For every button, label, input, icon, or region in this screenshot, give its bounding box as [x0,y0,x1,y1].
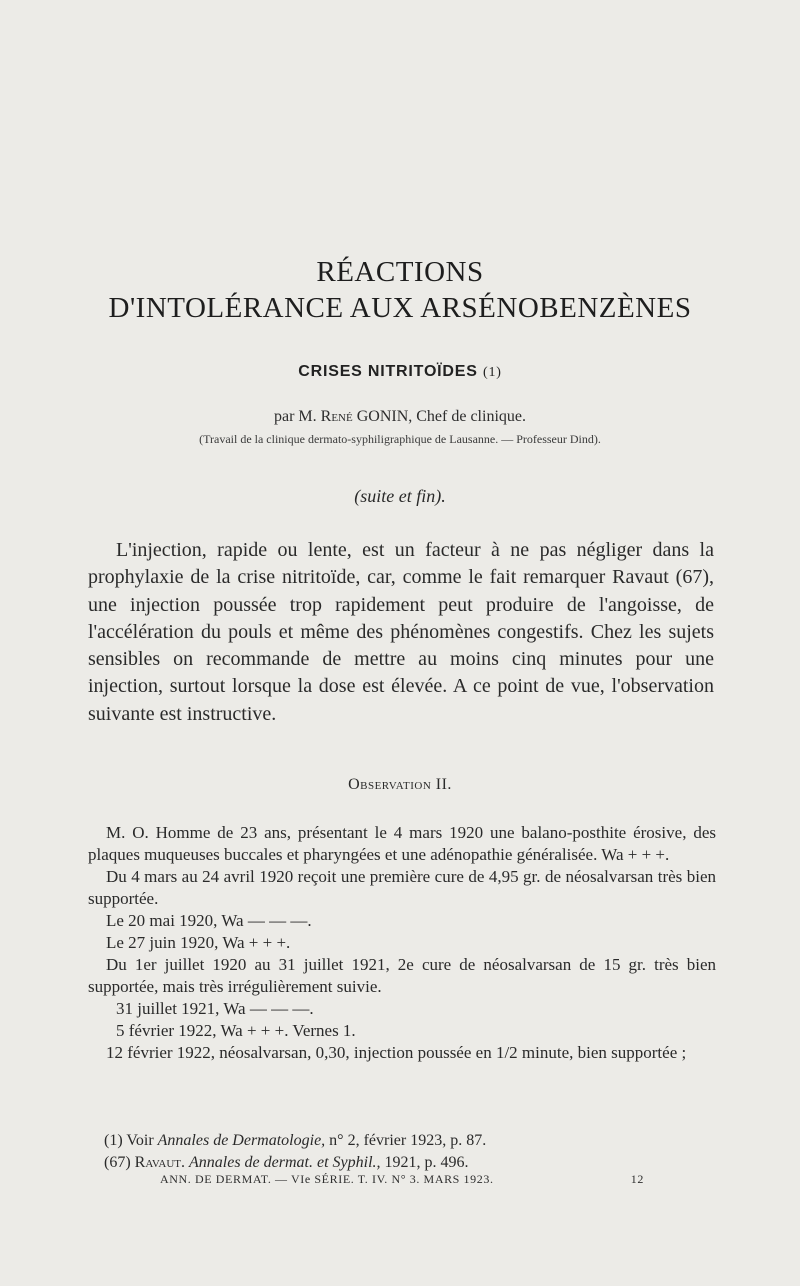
author-prefix: par M. [273,408,317,425]
observation-line: Du 4 mars au 24 avril 1920 reçoit une première cure de 4,95 gr. de néosalvarsan très bien supportée. [88,867,716,908]
footnote-1-pre: Voir [126,1132,154,1149]
title-line-1: RÉACTIONS [316,256,484,288]
footnote-67-number: (67) [104,1154,131,1171]
author-rest: GONIN, Chef de clinique. [356,408,526,425]
observation-line: 31 juillet 1921, Wa — — —. [116,999,314,1018]
observation-line: 12 février 1922, néosalvarsan, 0,30, injection poussée en 1/2 minute, bien supportée ; [106,1043,687,1062]
footnote-67-ref: 1921, p. 496. [384,1154,469,1171]
observation-line: Le 27 juin 1920, Wa + + +. [106,933,291,952]
observation-heading: Observation II. [348,776,452,793]
footnote-67 [104,1152,724,1174]
subtitle [0,363,800,381]
footnote-1-journal: Annales de Dermatologie, [157,1132,326,1149]
title-line-2: D'INTOLÉRANCE AUX ARSÉNOBENZÈNES [108,292,692,324]
running-footer [160,1172,644,1187]
author-first-name: René [320,408,353,425]
subtitle-footnote-ref: (1) [482,365,502,380]
main-paragraph-block [88,537,714,728]
page-number: 12 [630,1172,644,1186]
footnote-67-journal: Annales de dermat. et Syphil., [189,1154,381,1171]
footnote-1 [104,1130,724,1152]
subtitle-text: CRISES NITRITOÏDES [298,363,478,380]
main-paragraph: L'injection, rapide ou lente, est un facteur à ne pas négliger dans la prophylaxie de la crise nitritoïde, car, comme le fait remarquer Ravaut (67), une injection poussée trop rapidement peut produire de l'angoisse, de l'accélération du pouls et même des phénomènes congestifs. Chez les sujets sensibles on recommande de mettre au moins cinq minutes pour une injection, surtout lorsque la dose est élevée. A ce point de vue, l'observation suivante est instructive. [88,539,714,725]
running-footer-text: ANN. DE DERMAT. — VIe SÉRIE. T. IV. N° 3. MARS 1923. [160,1172,494,1186]
footnote-1-ref: n° 2, février 1923, p. 87. [329,1132,487,1149]
author-line [0,408,800,426]
suite-note: (suite et fin). [354,486,446,506]
observation-block [88,822,716,1064]
affiliation: (Travail de la clinique dermato-syphiligraphique de Lausanne. — Professeur Dind). [199,432,601,446]
footnote-1-number: (1) [104,1132,123,1149]
footnotes [104,1130,724,1174]
observation-line: 5 février 1922, Wa + + +. Vernes 1. [116,1021,356,1040]
observation-line: Le 20 mai 1920, Wa — — —. [106,911,312,930]
footnote-67-author: Ravaut. [134,1154,185,1171]
observation-line: M. O. Homme de 23 ans, présentant le 4 mars 1920 une balano-posthite érosive, des plaques muqueuses buccales et pharyngées et une adénopathie généralisée. Wa + + +. [88,823,716,864]
observation-line: Du 1er juillet 1920 au 31 juillet 1921, 2e cure de néosalvarsan de 15 gr. très bien supportée, mais très irrégulièrement suivie. [88,955,716,996]
